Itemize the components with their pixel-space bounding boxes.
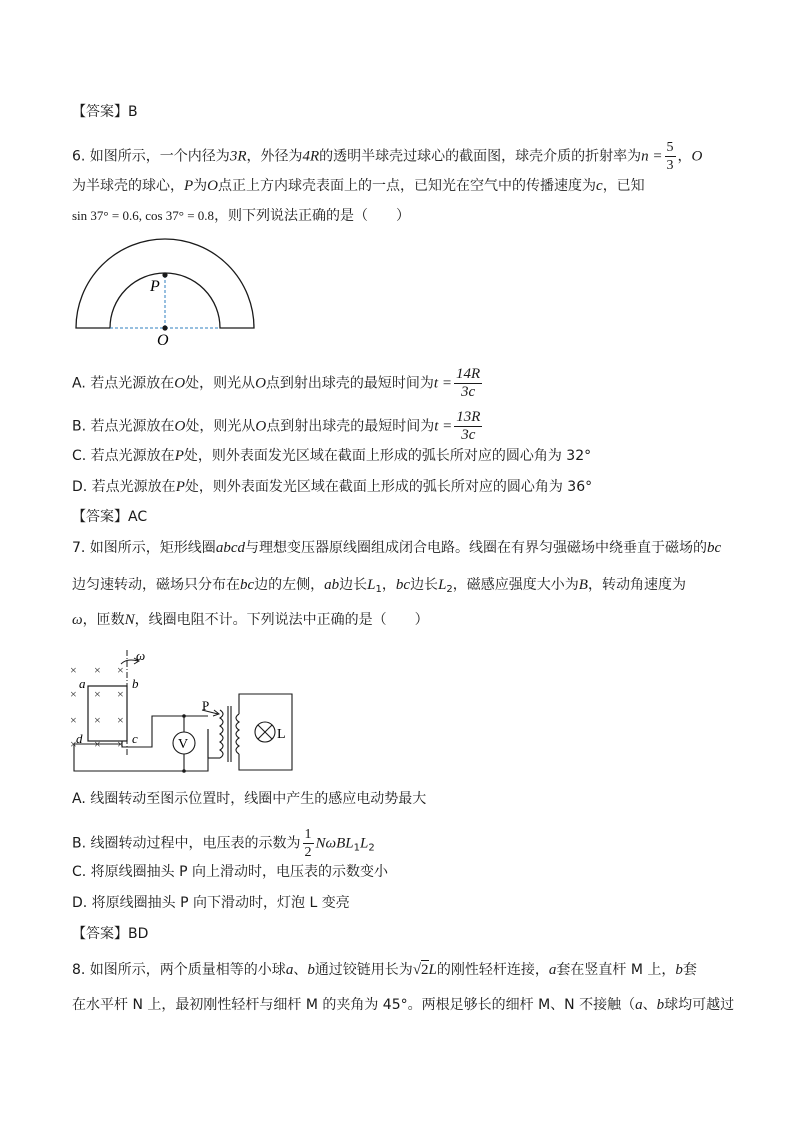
math-t: t = bbox=[434, 418, 453, 435]
text: ， bbox=[677, 148, 692, 165]
cross: × bbox=[117, 663, 124, 677]
text: 在水平杆 N 上，最初刚性轻杆与细杆 M 的夹角为 45°。两根足够长的细杆 M、N 不接触（ bbox=[72, 997, 636, 1013]
math-l: L bbox=[428, 962, 437, 978]
text: ，已知 bbox=[602, 178, 645, 194]
q6-line-2 bbox=[72, 176, 645, 196]
math-a: a bbox=[285, 962, 294, 978]
cross: × bbox=[94, 737, 101, 751]
subscript-1: 1 bbox=[375, 584, 382, 595]
math-o: O bbox=[691, 148, 703, 165]
answer-value: AC bbox=[128, 509, 148, 525]
point-p bbox=[162, 272, 167, 277]
fraction-14r-3c bbox=[454, 366, 482, 401]
q6-option-b bbox=[72, 409, 484, 444]
text: 为半球壳的球心， bbox=[72, 178, 184, 194]
numerator: 13R bbox=[456, 409, 481, 425]
text: 边匀速转动，磁场只分布在 bbox=[72, 577, 240, 593]
shell-outline bbox=[76, 239, 254, 328]
text: 处，则光从 bbox=[185, 375, 256, 392]
math-n: N bbox=[124, 612, 135, 628]
math-o: O bbox=[207, 178, 219, 194]
answer-value: BD bbox=[128, 926, 149, 942]
q6-line-3 bbox=[72, 206, 410, 226]
cross: × bbox=[94, 663, 101, 677]
q6-option-a bbox=[72, 366, 484, 401]
numerator: 14R bbox=[455, 366, 481, 382]
denominator: 3 bbox=[666, 158, 674, 173]
text: 为 bbox=[193, 178, 208, 194]
subscript-2: 2 bbox=[368, 842, 375, 854]
junction bbox=[182, 769, 186, 773]
denominator: 2 bbox=[304, 845, 312, 860]
label-l: L bbox=[277, 727, 286, 742]
label-d: d bbox=[76, 731, 83, 746]
text: 边长 bbox=[410, 577, 439, 593]
label-o: O bbox=[157, 332, 169, 349]
q6-option-d bbox=[72, 477, 592, 497]
circuit-figure bbox=[64, 644, 304, 776]
q6-line-1 bbox=[72, 139, 702, 174]
q7-option-d bbox=[72, 893, 350, 913]
text: 的刚性轻杆连接， bbox=[436, 962, 549, 978]
half-shell-figure bbox=[60, 235, 270, 350]
math-l: L bbox=[367, 577, 376, 593]
text: ，则下列说法正确的是（ ） bbox=[214, 208, 411, 224]
trig-values: sin 37° = 0.6, cos 37° = 0.8 bbox=[72, 208, 215, 223]
cross: × bbox=[94, 687, 101, 701]
math-a: a bbox=[548, 962, 557, 978]
math-a: a bbox=[635, 997, 643, 1013]
math-b: B bbox=[578, 577, 588, 593]
math-bc: bc bbox=[395, 577, 411, 593]
math-p: P bbox=[174, 448, 184, 464]
math-o: O bbox=[255, 375, 266, 392]
text: 套在竖直杆 M 上， bbox=[556, 962, 676, 978]
text: ，线圈电阻不计。下列说法中正确的是（ ） bbox=[134, 612, 429, 628]
math-c: c bbox=[596, 178, 603, 194]
label-p: P bbox=[150, 278, 160, 295]
text: 处，则外表面发光区域在截面上形成的弧长所对应的圆心角为 32° bbox=[183, 448, 592, 464]
text: 通过铰链用长为 bbox=[314, 962, 413, 978]
text: 处，则光从 bbox=[185, 418, 256, 435]
subscript-2: 2 bbox=[446, 584, 453, 595]
text: A. 若点光源放在 bbox=[72, 375, 175, 392]
text: B. 若点光源放在 bbox=[72, 418, 175, 435]
denominator: 3c bbox=[461, 427, 476, 443]
primary-coil bbox=[220, 710, 223, 758]
answer-label: 【答案】 bbox=[72, 926, 128, 942]
math-n: n = bbox=[641, 148, 663, 165]
math-o: O bbox=[174, 418, 186, 435]
math-t: t = bbox=[433, 375, 452, 392]
math-l: L bbox=[360, 835, 369, 852]
cross: × bbox=[70, 663, 77, 677]
math-o: O bbox=[174, 375, 186, 392]
text: 边的左侧， bbox=[254, 577, 325, 593]
cross: × bbox=[70, 737, 77, 751]
text: 边长 bbox=[339, 577, 368, 593]
label-b: b bbox=[132, 676, 139, 691]
text: 球均可越过 bbox=[664, 997, 735, 1013]
text: 与理想变压器原线圈组成闭合电路。线圈在有界匀强磁场中绕垂直于磁场的 bbox=[244, 540, 707, 556]
text: ，外径为 bbox=[246, 148, 303, 165]
subscript-1: 1 bbox=[353, 842, 360, 854]
math-abcd: abcd bbox=[215, 540, 245, 556]
math-ab: ab bbox=[324, 577, 340, 593]
q7-option-a bbox=[72, 789, 426, 809]
text: 、 bbox=[293, 962, 308, 978]
math-b: b bbox=[675, 962, 683, 978]
math-l: L bbox=[438, 577, 447, 593]
cross: × bbox=[70, 713, 77, 727]
text: 套 bbox=[682, 962, 697, 978]
math-4r: 4R bbox=[302, 148, 320, 165]
answer-label: 【答案】 bbox=[72, 509, 128, 525]
label-p: P bbox=[202, 698, 210, 713]
q7-line-3 bbox=[72, 610, 429, 630]
text: ，转动角速度为 bbox=[587, 577, 686, 593]
text: ，匝数 bbox=[82, 612, 125, 628]
fraction-5-3 bbox=[665, 139, 676, 174]
sqrt-sign: √ bbox=[412, 962, 422, 978]
text: 8. 如图所示，两个质量相等的小球 bbox=[72, 962, 286, 978]
answer-value: B bbox=[128, 104, 138, 120]
text: 处，则外表面发光区域在截面上形成的弧长所对应的圆心角为 36° bbox=[184, 479, 593, 495]
answer-label: 【答案】 bbox=[72, 104, 128, 120]
numerator: 1 bbox=[304, 827, 312, 842]
text: B. 线圈转动过程中，电压表的示数为 bbox=[72, 835, 301, 852]
q8-line-2 bbox=[72, 995, 734, 1015]
numerator: 5 bbox=[666, 140, 674, 155]
label-omega: ω bbox=[136, 648, 146, 663]
denominator: 3c bbox=[460, 384, 476, 400]
point-o bbox=[162, 325, 167, 330]
q7-line-1 bbox=[72, 538, 721, 558]
q7-option-c bbox=[72, 862, 388, 882]
fraction-1-2 bbox=[303, 826, 314, 861]
cross: × bbox=[117, 713, 124, 727]
text: 7. 如图所示，矩形线圈 bbox=[72, 540, 216, 556]
text: ， bbox=[381, 577, 396, 593]
answer-q5 bbox=[72, 102, 138, 122]
cross: × bbox=[117, 687, 124, 701]
answer-q6 bbox=[72, 507, 147, 527]
math-expr: NωBL bbox=[315, 835, 354, 852]
fraction-13r-3c bbox=[454, 409, 482, 444]
q7-option-b bbox=[72, 826, 375, 861]
math-p: P bbox=[175, 479, 185, 495]
q7-line-2 bbox=[72, 575, 686, 600]
text: 的透明半球壳过球心的截面图，球壳介质的折射率为 bbox=[319, 148, 642, 165]
q6-option-c bbox=[72, 446, 591, 466]
math-omega: ω bbox=[72, 612, 83, 628]
text: C. 若点光源放在 bbox=[72, 448, 175, 464]
text: ，磁感应强度大小为 bbox=[452, 577, 579, 593]
math-3r: 3R bbox=[229, 148, 247, 165]
math-p: P bbox=[184, 178, 194, 194]
label-c: c bbox=[132, 731, 138, 746]
math-b: b bbox=[307, 962, 315, 978]
math-bc: bc bbox=[706, 540, 722, 556]
text: D. 若点光源放在 bbox=[72, 479, 176, 495]
answer-q7 bbox=[72, 924, 148, 944]
text: 点正上方内球壳表面上的一点，已知光在空气中的传播速度为 bbox=[218, 178, 597, 194]
text: 、 bbox=[642, 997, 657, 1013]
text: D. 将原线圈抽头 P 向下滑动时，灯泡 L 变亮 bbox=[72, 895, 350, 911]
text: 6. 如图所示，一个内径为 bbox=[72, 148, 230, 165]
math-b: b bbox=[656, 997, 665, 1013]
cross: × bbox=[70, 687, 77, 701]
text: 点到射出球壳的最短时间为 bbox=[265, 375, 434, 392]
math-bc: bc bbox=[240, 577, 255, 593]
cross: × bbox=[94, 713, 101, 727]
voltmeter-label: V bbox=[178, 737, 189, 752]
secondary-coil bbox=[236, 714, 239, 754]
math-o: O bbox=[255, 418, 267, 435]
radicand: 2 bbox=[421, 962, 429, 978]
text: C. 将原线圈抽头 P 向上滑动时，电压表的示数变小 bbox=[72, 864, 389, 880]
sqrt-2 bbox=[413, 960, 429, 978]
label-a: a bbox=[79, 676, 86, 691]
text: 点到射出球壳的最短时间为 bbox=[266, 418, 435, 435]
q8-line-1 bbox=[72, 960, 697, 980]
text: A. 线圈转动至图示位置时，线圈中产生的感应电动势最大 bbox=[72, 791, 427, 807]
cross: × bbox=[117, 737, 124, 751]
